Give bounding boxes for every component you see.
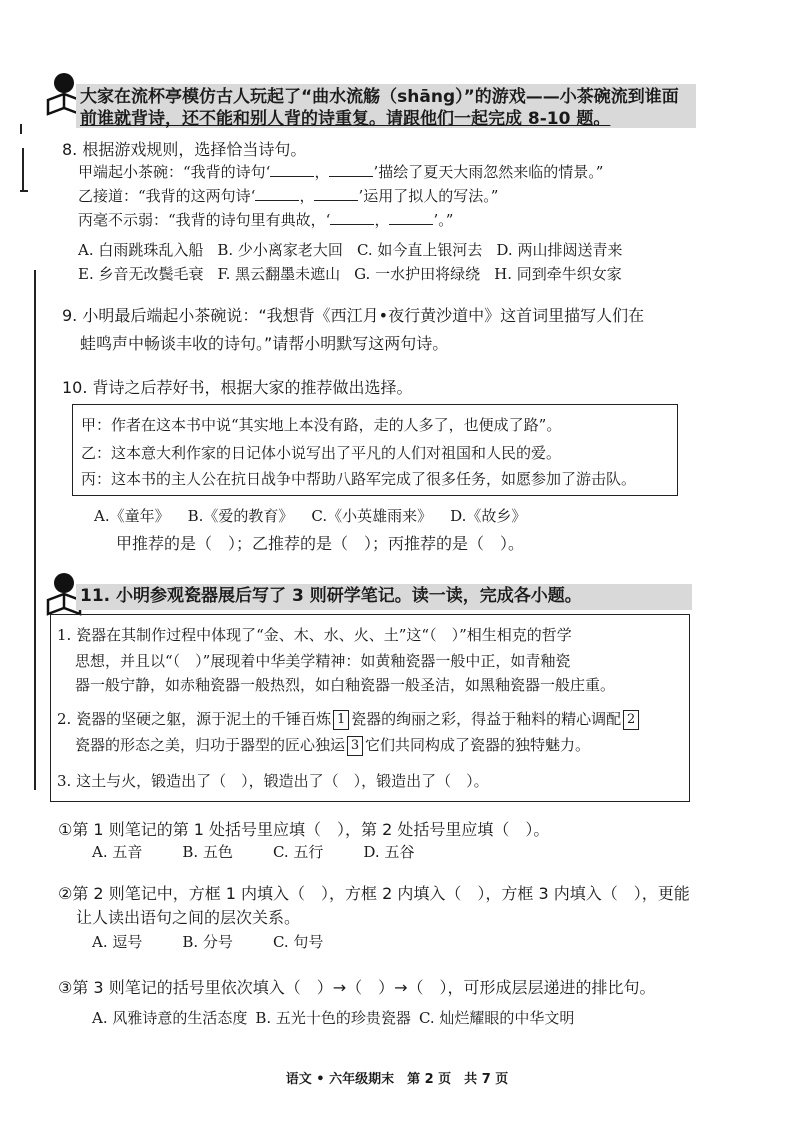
option-item: A. 白雨跳珠乱入船 [78, 241, 204, 259]
q10-recommend-box [72, 404, 678, 496]
option-item: B.《爱的教育》 [187, 507, 294, 525]
note2-line: 2. 瓷器的坚硬之躯，源于泥土的千锤百炼 1 瓷器的绚丽之彩，得益于釉料的精心调配 2 [57, 709, 641, 730]
binding-mark [20, 124, 22, 134]
q11-sub3: ③第 3 则笔记的括号里依次填入（ ）→（ ）→（ ），可形成层层递进的排比句。 [58, 978, 656, 997]
option-item: E. 乡音无改鬓毛衰 [78, 265, 204, 283]
q11-notes-box [50, 614, 690, 802]
q11-sub1-options [92, 842, 428, 862]
option-item: B. 五色 [182, 843, 233, 861]
q10-box-line: 乙：这本意大利作家的日记体小说写出了平凡的人们对祖国和人民的爱。 [81, 444, 562, 462]
option-item: F. 黑云翻墨未遮山 [217, 265, 341, 283]
note1-line: 器一般宁静，如赤釉瓷器一般热烈，如白釉瓷器一般圣洁，如黑釉瓷器一般庄重。 [75, 676, 616, 694]
binding-mark [34, 270, 36, 790]
binding-mark [20, 190, 28, 192]
note3-line: 3. 这土与火，锻造出了（ ），锻造出了（ ），锻造出了（ ）。 [57, 772, 489, 790]
option-item: D.《故乡》 [450, 507, 527, 525]
q8-yi: 乙接道：“我背的这两句诗‘ ， ’运用了拟人的写法。” [78, 187, 499, 205]
answer-blank[interactable] [270, 162, 314, 177]
option-item: D. 两山排闼送青来 [496, 241, 623, 259]
q10-options [94, 506, 540, 526]
option-item: C. 句号 [272, 933, 324, 951]
q10-box-line: 甲：作者在这本书中说“其实地上本没有路，走的人多了，也便成了路”。 [81, 416, 562, 434]
option-item: C. 灿烂耀眼的中华文明 [418, 1009, 575, 1027]
q8-options-row1 [78, 240, 636, 260]
intro-line2: 前谁就背诗，还不能和别人背的诗重复。请跟他们一起完成 8-10 题。 [80, 109, 611, 129]
option-item: C.《小英雄雨来》 [311, 507, 433, 525]
page-footer: 语文 • 六年级期末 第 2 页 共 7 页 [285, 1072, 509, 1087]
option-item: A.《童年》 [94, 507, 170, 525]
option-item: H. 同到牵牛织女家 [494, 265, 622, 283]
q11-sub2-line2: 让人读出语句之间的层次关系。 [76, 908, 301, 927]
note2-line: 瓷器的形态之美，归功于器型的匠心独运 3 它们共同构成了瓷器的独特魅力。 [75, 736, 591, 754]
option-item: G. 一水护田将绿绕 [354, 265, 481, 283]
punctuation-box[interactable]: 3 [347, 736, 363, 756]
q10-answer-line: 甲推荐的是（ ）；乙推荐的是（ ）；丙推荐的是（ ）。 [116, 534, 525, 553]
answer-blank[interactable] [329, 162, 373, 177]
note1-line: 1. 瓷器在其制作过程中体现了“金、木、水、火、土”这“（ ）”相生相克的哲学 [57, 626, 572, 644]
option-item: B. 五光十色的珍贵瓷器 [255, 1009, 411, 1027]
note1-line: 思想，并且以“（ ）”展现着中华美学精神：如黄釉瓷器一般中正，如青釉瓷 [75, 652, 571, 670]
option-item: C. 五行 [272, 843, 324, 861]
q11-sub2-options [92, 932, 337, 952]
answer-blank[interactable] [255, 186, 299, 201]
option-item: D. 五谷 [363, 843, 415, 861]
q11-banner-text: 11. 小明参观瓷器展后写了 3 则研学笔记。读一读，完成各小题。 [80, 586, 582, 606]
option-item: B. 分号 [182, 933, 233, 951]
punctuation-box[interactable]: 1 [333, 710, 349, 730]
option-item: A. 风雅诗意的生活态度 [92, 1009, 248, 1027]
q9-line1: 9. 小明最后端起小茶碗说：“我想背《西江月•夜行黄沙道中》这首词里描写人们在 [62, 306, 645, 325]
q11-banner [76, 584, 692, 610]
binding-mark [22, 148, 24, 190]
intro-line1: 大家在流杯亭模仿古人玩起了“曲水流觞（shāng）”的游戏——小茶碗流到谁面 [80, 87, 679, 107]
q8-options-row2 [78, 264, 636, 284]
q10-title: 10. 背诗之后荐好书，根据大家的推荐做出选择。 [62, 378, 413, 397]
answer-blank[interactable] [389, 210, 433, 225]
q11-sub1: ①第 1 则笔记的第 1 处括号里应填（ ），第 2 处括号里应填（ ）。 [58, 820, 550, 839]
option-item: A. 五音 [92, 843, 143, 861]
q8-jia: 甲端起小茶碗：“我背的诗句‘ ， ’描绘了夏天大雨忽然来临的情景。” [78, 163, 604, 181]
q11-sub3-options [92, 1008, 588, 1028]
option-item: C. 如今直上银河去 [356, 241, 483, 259]
q8-bing: 丙毫不示弱：“我背的诗句里有典故，‘ ， ’。” [78, 211, 454, 229]
answer-blank[interactable] [314, 186, 358, 201]
option-item: B. 少小离家老大回 [217, 241, 343, 259]
option-item: A. 逗号 [92, 933, 143, 951]
punctuation-box[interactable]: 2 [623, 710, 639, 730]
intro-banner [76, 84, 696, 128]
answer-blank[interactable] [330, 210, 374, 225]
q11-sub2-line1: ②第 2 则笔记中，方框 1 内填入（ ），方框 2 内填入（ ），方框 3 内填入（ ），更能 [58, 884, 690, 903]
q9-line2: 蛙鸣声中畅谈丰收的诗句。”请帮小明默写这两句诗。 [80, 334, 449, 353]
q8-title: 8. 根据游戏规则，选择恰当诗句。 [62, 140, 307, 159]
q10-box-line: 丙：这本书的主人公在抗日战争中帮助八路军完成了很多任务，如愿参加了游击队。 [81, 470, 637, 488]
